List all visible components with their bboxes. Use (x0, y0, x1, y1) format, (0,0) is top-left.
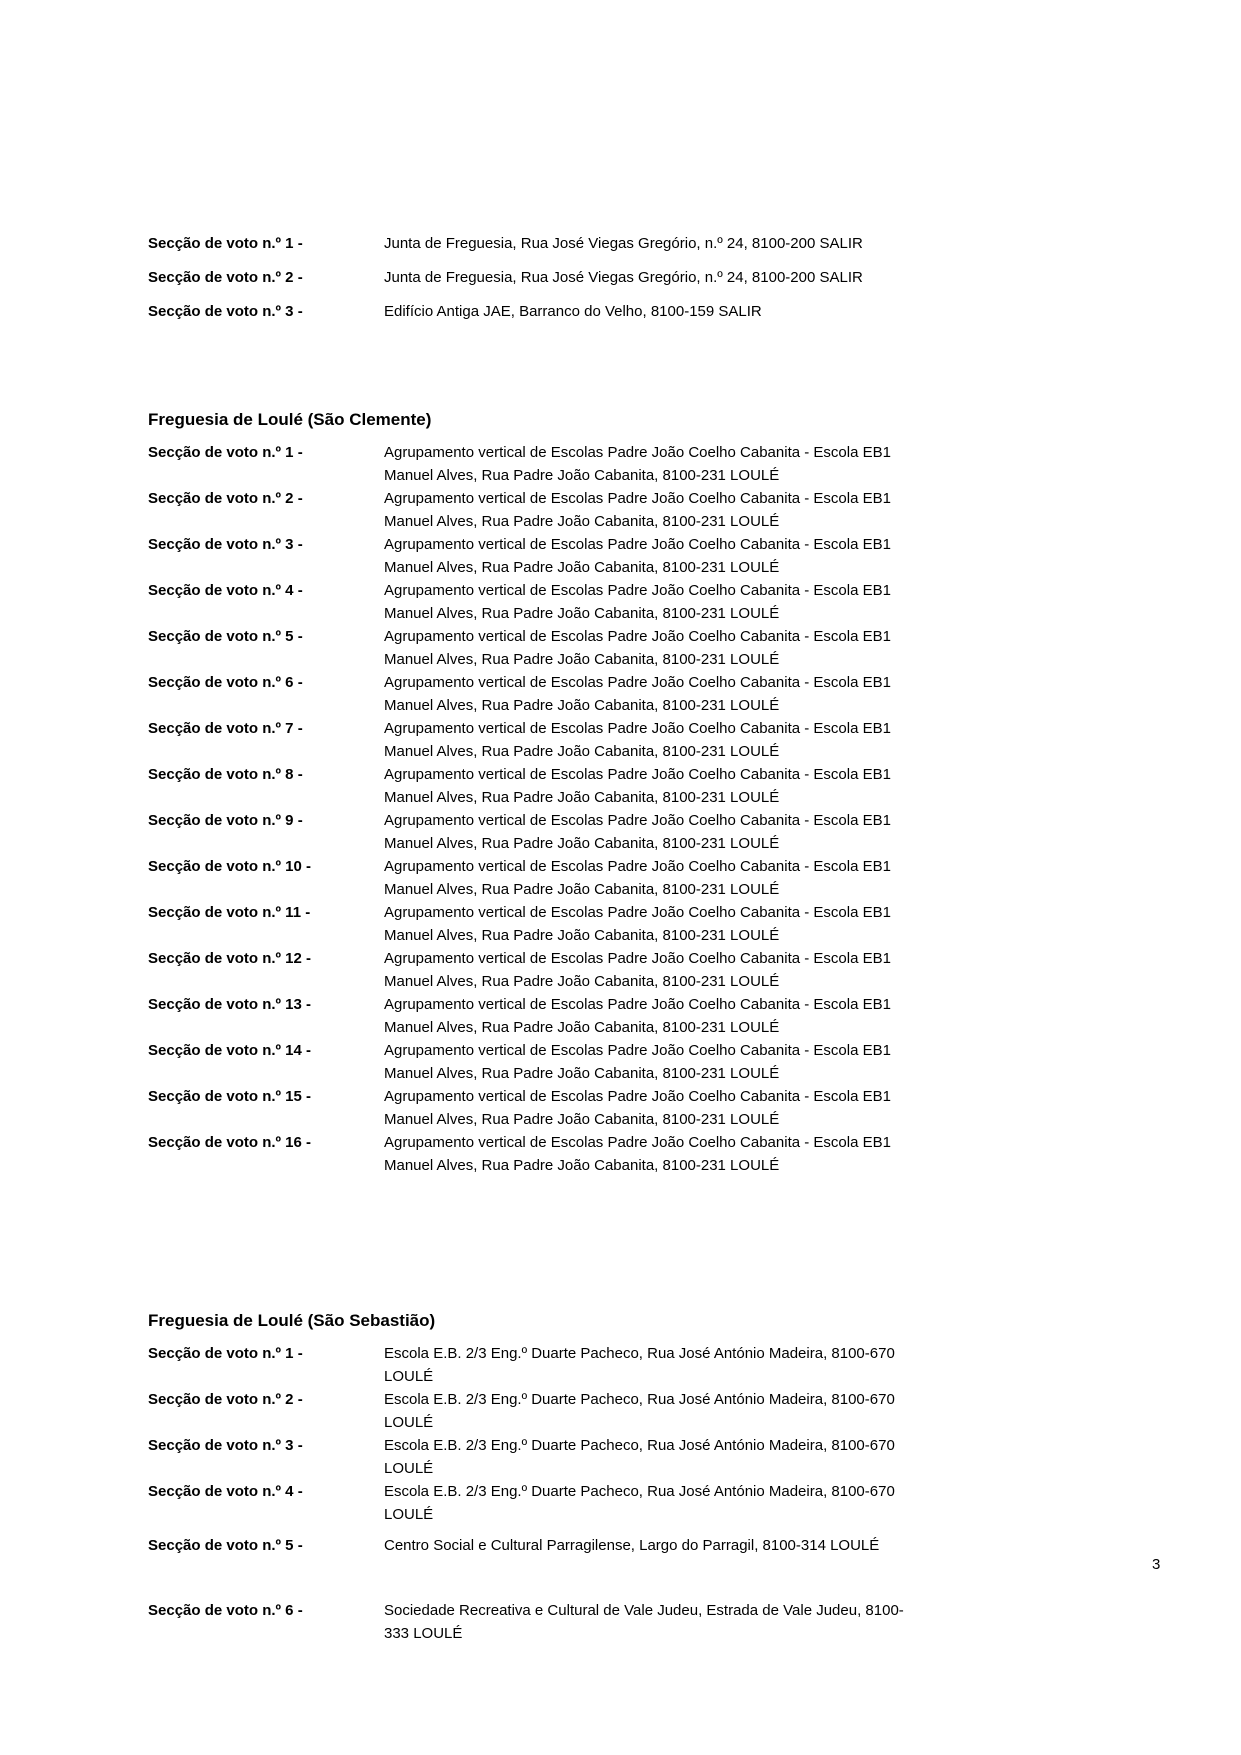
voting-section-entry (148, 1131, 1132, 1177)
voting-section-address (384, 901, 1132, 947)
voting-section-address (384, 809, 1132, 855)
entries-group (148, 232, 1132, 323)
voting-section-label: Secção de voto n.º 5 - (148, 1537, 303, 1554)
voting-section-entry (148, 1388, 1132, 1434)
voting-section-entry (148, 855, 1132, 901)
address-line: Manuel Alves, Rua Padre João Cabanita, 8100-231 LOULÉ (384, 927, 780, 944)
voting-section-label: Secção de voto n.º 3 - (148, 303, 303, 320)
voting-section-label: Secção de voto n.º 2 - (148, 1391, 303, 1408)
voting-section-address (384, 993, 1132, 1039)
voting-section-label: Secção de voto n.º 5 - (148, 628, 303, 645)
voting-section-label: Secção de voto n.º 11 - (148, 904, 311, 921)
address-line: Manuel Alves, Rua Padre João Cabanita, 8100-231 LOULÉ (384, 743, 780, 760)
voting-section-entry (148, 763, 1132, 809)
address-line: Agrupamento vertical de Escolas Padre João Coelho Cabanita - Escola EB1 (384, 996, 891, 1013)
address-line: 333 LOULÉ (384, 1625, 463, 1642)
address-line: Manuel Alves, Rua Padre João Cabanita, 8100-231 LOULÉ (384, 559, 780, 576)
voting-section-entry (148, 1534, 1132, 1557)
address-line: Junta de Freguesia, Rua José Viegas Gregório, n.º 24, 8100-200 SALIR (384, 269, 863, 286)
voting-section-address (384, 947, 1132, 993)
voting-section-address (384, 487, 1132, 533)
address-line: Manuel Alves, Rua Padre João Cabanita, 8100-231 LOULÉ (384, 835, 780, 852)
voting-section-label: Secção de voto n.º 16 - (148, 1134, 312, 1151)
voting-section-label: Secção de voto n.º 1 - (148, 1345, 303, 1362)
address-line: Agrupamento vertical de Escolas Padre João Coelho Cabanita - Escola EB1 (384, 858, 891, 875)
address-line: Manuel Alves, Rua Padre João Cabanita, 8100-231 LOULÉ (384, 605, 780, 622)
voting-section-label: Secção de voto n.º 7 - (148, 720, 303, 737)
address-line: Centro Social e Cultural Parragilense, Largo do Parragil, 8100-314 LOULÉ (384, 1537, 880, 1554)
voting-section-entry (148, 625, 1132, 671)
voting-section-address (384, 625, 1132, 671)
freguesia-heading: Freguesia de Loulé (São Sebastião) (148, 1311, 436, 1330)
voting-section-address (384, 533, 1132, 579)
voting-section-entry (148, 232, 1132, 255)
address-line: Edifício Antiga JAE, Barranco do Velho, 8100-159 SALIR (384, 303, 762, 320)
address-line: Agrupamento vertical de Escolas Padre João Coelho Cabanita - Escola EB1 (384, 1134, 891, 1151)
address-line: LOULÉ (384, 1414, 434, 1431)
voting-section-label: Secção de voto n.º 8 - (148, 766, 303, 783)
voting-section-entry (148, 1085, 1132, 1131)
voting-section-address (384, 1039, 1132, 1085)
voting-section-label: Secção de voto n.º 6 - (148, 1602, 303, 1619)
voting-section-entry (148, 947, 1132, 993)
address-line: Manuel Alves, Rua Padre João Cabanita, 8100-231 LOULÉ (384, 789, 780, 806)
freguesia-section (148, 408, 1132, 1177)
address-line: Junta de Freguesia, Rua José Viegas Gregório, n.º 24, 8100-200 SALIR (384, 235, 863, 252)
voting-section-entry (148, 809, 1132, 855)
address-line: Manuel Alves, Rua Padre João Cabanita, 8100-231 LOULÉ (384, 973, 780, 990)
address-line: Agrupamento vertical de Escolas Padre João Coelho Cabanita - Escola EB1 (384, 628, 891, 645)
address-line: Manuel Alves, Rua Padre João Cabanita, 8100-231 LOULÉ (384, 1157, 780, 1174)
voting-section-label: Secção de voto n.º 4 - (148, 1483, 303, 1500)
voting-section-address (384, 441, 1132, 487)
voting-section-entry (148, 717, 1132, 763)
freguesia-section (148, 232, 1132, 323)
voting-section-label: Secção de voto n.º 4 - (148, 582, 303, 599)
voting-section-entry (148, 1434, 1132, 1480)
address-line: Manuel Alves, Rua Padre João Cabanita, 8100-231 LOULÉ (384, 467, 780, 484)
voting-section-label: Secção de voto n.º 9 - (148, 812, 303, 829)
address-line: Manuel Alves, Rua Padre João Cabanita, 8100-231 LOULÉ (384, 697, 780, 714)
voting-section-entry (148, 1480, 1132, 1526)
voting-section-entry (148, 579, 1132, 625)
entries-group (148, 441, 1132, 1177)
address-line: Agrupamento vertical de Escolas Padre João Coelho Cabanita - Escola EB1 (384, 444, 891, 461)
voting-section-label: Secção de voto n.º 14 - (148, 1042, 312, 1059)
voting-section-label: Secção de voto n.º 2 - (148, 490, 303, 507)
voting-section-entry (148, 300, 1132, 323)
voting-section-entry (148, 441, 1132, 487)
voting-section-address (384, 1434, 1132, 1480)
address-line: Manuel Alves, Rua Padre João Cabanita, 8100-231 LOULÉ (384, 1111, 780, 1128)
address-line: Agrupamento vertical de Escolas Padre João Coelho Cabanita - Escola EB1 (384, 674, 891, 691)
voting-section-address (384, 671, 1132, 717)
voting-sections-list (148, 232, 1132, 1645)
voting-section-address (384, 1534, 1132, 1557)
voting-section-label: Secção de voto n.º 3 - (148, 1437, 303, 1454)
voting-section-label: Secção de voto n.º 2 - (148, 269, 303, 286)
voting-section-label: Secção de voto n.º 15 - (148, 1088, 312, 1105)
voting-section-address (384, 1131, 1132, 1177)
voting-section-label: Secção de voto n.º 13 - (148, 996, 312, 1013)
address-line: Escola E.B. 2/3 Eng.º Duarte Pacheco, Rua José António Madeira, 8100-670 (384, 1483, 895, 1500)
address-line: Agrupamento vertical de Escolas Padre João Coelho Cabanita - Escola EB1 (384, 720, 891, 737)
address-line: Manuel Alves, Rua Padre João Cabanita, 8100-231 LOULÉ (384, 1019, 780, 1036)
voting-section-address (384, 717, 1132, 763)
freguesia-heading: Freguesia de Loulé (São Clemente) (148, 410, 432, 429)
address-line: LOULÉ (384, 1460, 434, 1477)
address-line: Agrupamento vertical de Escolas Padre João Coelho Cabanita - Escola EB1 (384, 812, 891, 829)
entries-group (148, 1342, 1132, 1645)
voting-section-label: Secção de voto n.º 6 - (148, 674, 303, 691)
voting-section-address (384, 232, 1132, 255)
page-number: 3 (1152, 1556, 1161, 1573)
voting-section-label: Secção de voto n.º 1 - (148, 235, 303, 252)
voting-section-entry (148, 1039, 1132, 1085)
address-line: Manuel Alves, Rua Padre João Cabanita, 8100-231 LOULÉ (384, 651, 780, 668)
voting-section-address (384, 1480, 1132, 1526)
voting-section-address (384, 855, 1132, 901)
voting-section-address (384, 1599, 1132, 1645)
voting-section-entry (148, 1599, 1132, 1645)
voting-section-address (384, 300, 1132, 323)
voting-section-address (384, 1388, 1132, 1434)
address-line: Escola E.B. 2/3 Eng.º Duarte Pacheco, Rua José António Madeira, 8100-670 (384, 1345, 895, 1362)
voting-section-address (384, 579, 1132, 625)
voting-section-label: Secção de voto n.º 10 - (148, 858, 312, 875)
address-line: Agrupamento vertical de Escolas Padre João Coelho Cabanita - Escola EB1 (384, 582, 891, 599)
address-line: Agrupamento vertical de Escolas Padre João Coelho Cabanita - Escola EB1 (384, 1088, 891, 1105)
address-line: LOULÉ (384, 1506, 434, 1523)
address-line: Sociedade Recreativa e Cultural de Vale Judeu, Estrada de Vale Judeu, 8100- (384, 1602, 904, 1619)
voting-section-label: Secção de voto n.º 3 - (148, 536, 303, 553)
address-line: Manuel Alves, Rua Padre João Cabanita, 8100-231 LOULÉ (384, 1065, 780, 1082)
address-line: Agrupamento vertical de Escolas Padre João Coelho Cabanita - Escola EB1 (384, 766, 891, 783)
voting-section-entry (148, 993, 1132, 1039)
voting-section-address (384, 266, 1132, 289)
address-line: Agrupamento vertical de Escolas Padre João Coelho Cabanita - Escola EB1 (384, 1042, 891, 1059)
voting-section-address (384, 1342, 1132, 1388)
address-line: Escola E.B. 2/3 Eng.º Duarte Pacheco, Rua José António Madeira, 8100-670 (384, 1391, 895, 1408)
address-line: Manuel Alves, Rua Padre João Cabanita, 8100-231 LOULÉ (384, 881, 780, 898)
voting-section-entry (148, 533, 1132, 579)
voting-section-label: Secção de voto n.º 1 - (148, 444, 303, 461)
address-line: Agrupamento vertical de Escolas Padre João Coelho Cabanita - Escola EB1 (384, 490, 891, 507)
address-line: Agrupamento vertical de Escolas Padre João Coelho Cabanita - Escola EB1 (384, 950, 891, 967)
address-line: Escola E.B. 2/3 Eng.º Duarte Pacheco, Rua José António Madeira, 8100-670 (384, 1437, 895, 1454)
freguesia-section (148, 1309, 1132, 1645)
voting-section-entry (148, 671, 1132, 717)
address-line: Manuel Alves, Rua Padre João Cabanita, 8100-231 LOULÉ (384, 513, 780, 530)
voting-section-entry (148, 1342, 1132, 1388)
address-line: LOULÉ (384, 1368, 434, 1385)
voting-section-address (384, 763, 1132, 809)
voting-section-entry (148, 901, 1132, 947)
address-line: Agrupamento vertical de Escolas Padre João Coelho Cabanita - Escola EB1 (384, 536, 891, 553)
voting-section-entry (148, 266, 1132, 289)
voting-section-address (384, 1085, 1132, 1131)
voting-section-label: Secção de voto n.º 12 - (148, 950, 312, 967)
address-line: Agrupamento vertical de Escolas Padre João Coelho Cabanita - Escola EB1 (384, 904, 891, 921)
voting-section-entry (148, 487, 1132, 533)
